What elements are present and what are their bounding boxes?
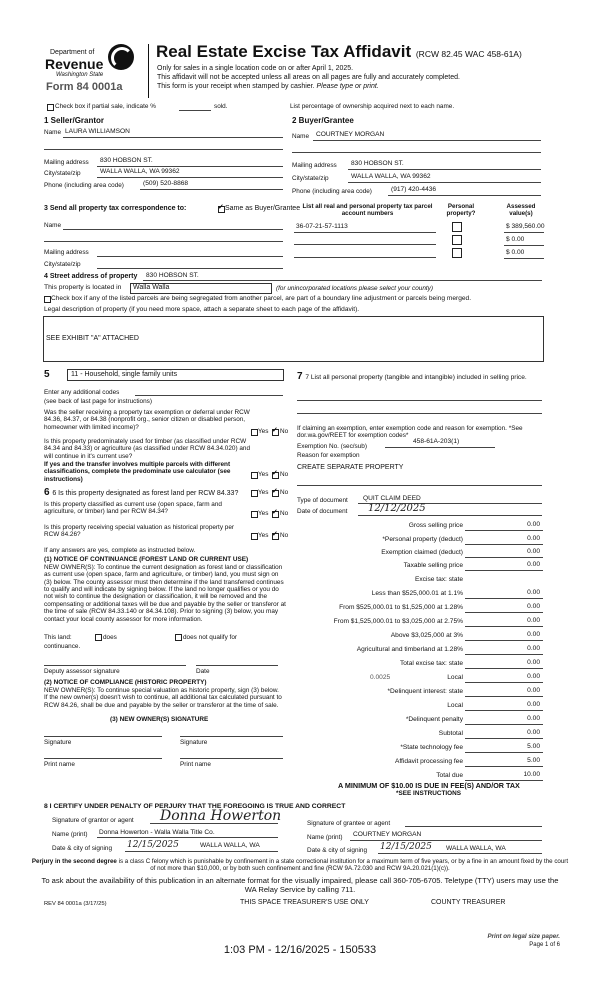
land-does-label: does — [103, 634, 117, 641]
tax-row-value[interactable]: 5.00 — [527, 757, 540, 764]
addl-codes-label: Enter any additional codes — [44, 389, 120, 396]
owner-print-line-1[interactable] — [44, 758, 162, 759]
segregated-label: Check box if any of the listed parcels are being segregated from another parcel, are part of a boundary line adjustment or parcels being merged. — [51, 295, 472, 302]
seller-name-value[interactable]: LAURA WILLIAMSON — [65, 128, 130, 135]
grantor-date-label: Date & city of signing — [52, 845, 113, 852]
tax-row-label: Taxable selling price — [403, 562, 463, 569]
seller-mail-line — [97, 166, 283, 167]
exemption-no-label: No — [280, 428, 289, 435]
seller-city-value[interactable]: WALLA WALLA, WA 99362 — [100, 168, 180, 175]
recording-stamp: 1:03 PM - 12/16/2025 - 150533 — [223, 944, 377, 956]
tax-row-line — [465, 654, 543, 655]
tax-row-label: Total due — [436, 772, 463, 779]
historic-yes-label: Yes — [258, 532, 269, 539]
revenue-logo-icon — [108, 44, 134, 70]
same-as-buyer-checkbox[interactable] — [218, 206, 225, 213]
alt-format-notice: To ask about the availability of this publication in an alternate format for the visually impaired, please call 360-705-6705. Teletype (TTY) users may use the WA Relay Service by calling 711. — [41, 876, 559, 894]
personal-property-checkbox[interactable] — [452, 235, 462, 245]
buyer-name-line — [313, 140, 541, 141]
personal-property-line-1[interactable] — [297, 400, 542, 401]
tax-row-value[interactable]: 0.00 — [527, 687, 540, 694]
subtitle-2: This affidavit will not be accepted unless all areas on all pages are fully and accurately completed. — [157, 74, 460, 81]
tax-row-label: From $525,000.01 to $1,525,000 at 1.28% — [339, 604, 463, 611]
location-select[interactable] — [130, 283, 272, 294]
personal-property-line-2[interactable] — [297, 413, 542, 414]
assessed-value[interactable]: $ 389,560.00 — [506, 223, 545, 230]
tax-row-line — [465, 682, 543, 683]
partial-sale-sold: sold. — [214, 103, 228, 110]
buyer-city-line — [348, 182, 541, 183]
assessed-line — [504, 258, 544, 259]
historic-yes-checkbox[interactable] — [251, 533, 258, 540]
section3-heading-text: 3 Send all property tax correspondence to: — [44, 205, 187, 212]
current-use-yes-label: Yes — [258, 510, 269, 517]
parcel-line[interactable] — [294, 244, 436, 245]
buyer-phone-value[interactable]: (917) 420-4436 — [391, 186, 437, 193]
section3-name-line[interactable] — [63, 229, 283, 230]
assessed-line — [504, 232, 544, 233]
seller-city-line — [97, 177, 283, 178]
q-forest-text — [44, 487, 238, 499]
tax-row-line — [465, 766, 543, 767]
section7-num: 7 — [297, 371, 306, 382]
tax-row-value[interactable]: 0.00 — [527, 603, 540, 610]
tax-row-label: Subtotal — [438, 730, 463, 737]
grantor-name-label: Name (print) — [52, 831, 88, 838]
section5-heading: 5 — [44, 369, 50, 380]
land-use-value: 11 - Household, single family units — [71, 371, 178, 378]
tax-row-line — [465, 570, 543, 571]
doc-type-label: Type of document — [297, 497, 348, 504]
tax-row-value[interactable]: 0.00 — [527, 548, 540, 555]
tax-row-value[interactable]: 0.00 — [527, 617, 540, 624]
parcel-line — [294, 232, 436, 233]
tax-row-label: Above $3,025,000 at 3% — [390, 632, 463, 639]
q-timber-text: Is this property predominately used for timber (as classified under RCW 84.34 and 84.33) or agriculture (as classified under RCW 84.34.020) and will continue in it's current use? — [44, 438, 251, 460]
state-label: Washington State — [56, 72, 104, 78]
tax-row-value[interactable]: 0.00 — [527, 715, 540, 722]
tax-row-line — [465, 668, 543, 669]
located-label: This property is located in — [44, 284, 122, 291]
see-back-note: (see back of last page for instructions) — [44, 398, 152, 405]
timber-no-label: No — [280, 471, 289, 478]
buyer-phone-line — [388, 195, 541, 196]
page-number: Page 1 of 6 — [529, 942, 560, 948]
buyer-phone-label: Phone (including area code) — [292, 188, 372, 195]
tax-row-value[interactable]: 5.00 — [527, 743, 540, 750]
notice-compliance-title: (2) NOTICE OF COMPLIANCE (HISTORIC PROPERTY) — [44, 679, 207, 686]
seller-name-line — [63, 137, 283, 138]
deputy-signature-line[interactable] — [44, 665, 186, 666]
tax-row-label: Less than $525,000.01 at 1.1% — [371, 590, 463, 597]
buyer-name-value[interactable]: COURTNEY MORGAN — [316, 131, 385, 138]
grantee-name-value[interactable]: COURTNEY MORGAN — [353, 831, 422, 838]
legal-description-field[interactable] — [43, 316, 544, 362]
notice-continuance-body: NEW OWNER(S): To continue the current designation as forest land or classification as current use (open space, farm and agriculture, or timber) land, you must sign on (3) below. The county assessor must then determine if the land transferred continues to qualify and will indicate by signing below. If the land no longer qualifies or you do not wish to continue the designation or classification, it will be removed and the compensating or additional taxes will be due and payable by the seller or transferor at the time of sale (RCW 84.33.140 or 84.34.108). Prior to signing (3) below, you may contact your local county assessor for more information. — [44, 564, 286, 623]
current-use-yes-checkbox[interactable] — [251, 511, 258, 518]
see-instructions-note: *SEE INSTRUCTIONS — [396, 790, 461, 797]
property-address-value[interactable]: 830 HOBSON ST. — [146, 272, 199, 279]
county-treasurer-label: COUNTY TREASURER — [431, 899, 506, 906]
tax-row-label: Excise tax: state — [414, 576, 463, 583]
grantor-name-value[interactable]: Donna Howerton - Walla Walla Title Co. — [99, 829, 215, 836]
exemption-reason-line — [297, 485, 542, 486]
tax-row-label: Gross selling price — [408, 522, 463, 529]
seller-city-label: City/state/zip — [44, 170, 81, 177]
exemption-no-value[interactable]: 458-61A-203(1) — [413, 438, 460, 445]
grantee-date-line — [378, 853, 542, 854]
forest-yes-checkbox[interactable] — [251, 490, 258, 497]
tax-row-line — [465, 724, 543, 725]
form-title — [156, 42, 522, 62]
grantor-sig-label: Signature of grantor or agent — [52, 817, 134, 824]
treasurer-use-label: THIS SPACE TREASURER'S USE ONLY — [240, 899, 369, 906]
perjury-text: is a class C felony which is punishable by confinement in a state correctional institution for a maximum term of five years, or by a fine in an amount fixed by the court of not more than $10,000, or by both such confinement and fine (RCW 9A.72.030 and RCW 9A.20.021(1)(c)). — [116, 858, 569, 873]
owner-signature-line-1[interactable] — [44, 736, 162, 737]
q-historic-text: Is this property receiving special valuation as historical property per RCW 84.26? — [44, 524, 235, 539]
current-use-no-checkbox[interactable] — [272, 511, 279, 518]
timber-yes-checkbox[interactable] — [251, 472, 258, 479]
section3-city-label: City/state/zip — [44, 261, 81, 268]
buyer-mail-value[interactable]: 830 HOBSON ST. — [351, 160, 404, 167]
parcel-number[interactable]: 36-07-21-57-1113 — [296, 223, 348, 230]
section4-heading: 4 Street address of property — [44, 273, 138, 280]
revision-label: REV 84 0001a (3/17/25) — [44, 901, 107, 907]
owner-print-label-2: Print name — [180, 761, 211, 768]
perjury-notice — [30, 858, 570, 872]
land-does-checkbox[interactable] — [95, 634, 102, 641]
section7-heading — [297, 371, 547, 383]
ownership-note: List percentage of ownership acquired next to each name. — [290, 103, 455, 110]
tax-row-line — [465, 557, 543, 558]
q-exemption-text: Was the seller receiving a property tax exemption or deferral under RCW 84.36, 84.37, or 84.38 (nonprofit org., senior citizen or disabled person, homeowner with limited income)? — [44, 409, 250, 431]
doc-type-value[interactable]: QUIT CLAIM DEED — [363, 495, 421, 502]
tax-row-line — [465, 640, 543, 641]
tax-row-value[interactable]: 0.00 — [527, 645, 540, 652]
perjury-bold: Perjury in the second degree — [31, 858, 117, 865]
form-title-text: Real Estate Excise Tax Affidavit — [156, 42, 412, 61]
timber-yes-label: Yes — [258, 471, 269, 478]
tax-row-label: Exemption claimed (deduct) — [381, 549, 463, 556]
personal-col-header: Personal property? — [446, 203, 476, 218]
land-does-not-checkbox[interactable] — [175, 634, 182, 641]
tax-row-label: *Personal property (deduct) — [382, 536, 463, 543]
historic-no-checkbox[interactable] — [272, 533, 279, 540]
forest-no-label: No — [280, 489, 289, 496]
tax-row-line — [465, 544, 543, 545]
exemption-no-line — [385, 447, 495, 448]
assessed-value[interactable]: $ 0.00 — [506, 249, 525, 256]
owner-print-line-2[interactable] — [180, 758, 283, 759]
grantee-signature-line[interactable] — [405, 826, 542, 827]
buyer-name-line-2 — [292, 152, 541, 153]
section3-name-label: Name — [44, 222, 62, 229]
located-note: (for unincorporated locations please select your county) — [276, 285, 434, 292]
grantor-city-value[interactable]: WALLA WALLA, WA — [200, 842, 260, 849]
section3-name-line-2 — [44, 241, 283, 242]
grantor-signature-image: Donna Howerton — [160, 808, 282, 824]
seller-phone-value[interactable]: (509) 520-8868 — [143, 180, 189, 187]
deputy-signature-label: Deputy assessor signature — [44, 668, 120, 675]
tax-row-line — [465, 612, 543, 613]
partial-sale-checkbox[interactable] — [47, 104, 54, 111]
personal-property-checkbox[interactable] — [452, 222, 462, 232]
land-does-not-label: does not qualify for — [183, 634, 237, 641]
tax-row-line — [465, 598, 543, 599]
parcel-line[interactable] — [294, 257, 436, 258]
owner-signature-label-1: Signature — [44, 739, 72, 746]
land-use-select[interactable] — [67, 369, 284, 381]
seller-phone-line — [140, 189, 283, 190]
owner-signature-line-2[interactable] — [180, 736, 283, 737]
this-land-label: This land: — [44, 634, 72, 641]
tax-row-value[interactable]: 10.00 — [523, 771, 540, 778]
grantee-sig-label: Signature of grantee or agent — [307, 820, 391, 827]
dept-name: Revenue — [45, 56, 104, 72]
q-forest-label: 6 Is this property designated as forest land per RCW 84.33? — [52, 490, 239, 497]
assessed-line — [504, 245, 544, 246]
grantor-date-value[interactable]: 12/15/2025 — [127, 840, 179, 850]
location-select-value: Walla Walla — [133, 284, 170, 291]
tax-row-label: *Delinquent interest: state — [387, 688, 463, 695]
tax-row-label: Affidavit processing fee — [394, 758, 463, 765]
grantee-date-value[interactable]: 12/15/2025 — [380, 842, 432, 852]
partial-sale-label: Check box if partial sale, indicate % — [55, 103, 156, 110]
owner-signature-label-2: Signature — [180, 739, 208, 746]
deputy-date-line[interactable] — [196, 665, 278, 666]
grantee-name-label: Name (print) — [307, 834, 343, 841]
grantee-date-label: Date & city of signing — [307, 847, 368, 854]
tax-row-label: Local — [447, 674, 463, 681]
exemption-no-label: Exemption No. (sec/sub) — [297, 443, 367, 450]
tax-row-line — [465, 626, 543, 627]
exemption-reason-value[interactable]: CREATE SEPARATE PROPERTY — [297, 464, 404, 471]
grantee-name-line — [350, 840, 542, 841]
tax-row-value[interactable]: 0.00 — [527, 589, 540, 596]
segregated-checkbox[interactable] — [44, 296, 51, 303]
form-title-ref: (RCW 82.45 WAC 458-61A) — [415, 49, 522, 59]
buyer-name-label: Name — [292, 133, 310, 140]
tax-row-line — [465, 738, 543, 739]
subtitle-3a: This form is your receipt when stamped by cashier. — [157, 83, 317, 90]
partial-sale-percent-line[interactable] — [179, 110, 211, 111]
new-owner-sig-title: (3) NEW OWNER(S) SIGNATURE — [110, 716, 209, 723]
subtitle-3b: Please type or print. — [316, 83, 379, 90]
section7-heading-text: 7 List all personal property (tangible and intangible) included in selling price. — [305, 374, 527, 381]
buyer-city-label: City/state/zip — [292, 175, 329, 182]
seller-name-label: Name — [44, 129, 62, 136]
exemption-no-checkbox[interactable] — [272, 429, 279, 436]
if-yes-note: If any answers are yes, complete as instructed below. — [44, 547, 196, 554]
tax-row-label: Local — [447, 702, 463, 709]
section3-city-line[interactable] — [97, 268, 283, 269]
assessed-value[interactable]: $ 0.00 — [506, 236, 525, 243]
deputy-date-label: Date — [196, 668, 210, 675]
tax-row-line — [465, 710, 543, 711]
minimum-due-note: A MINIMUM OF $10.00 IS DUE IN FEE(S) AND/OR TAX — [338, 781, 520, 790]
section3-mail-line[interactable] — [97, 256, 283, 257]
tax-row-value[interactable]: 0.00 — [527, 673, 540, 680]
addl-codes-line[interactable] — [135, 395, 283, 396]
tax-row-label: *Delinquent penalty — [405, 716, 463, 723]
seller-phone-label: Phone (including area code) — [44, 182, 124, 189]
section3-heading — [44, 205, 186, 213]
tax-row-line — [465, 530, 543, 531]
seller-heading: 1 Seller/Grantor — [44, 116, 105, 125]
q-current-use-text: Is this property classified as current use (open space, farm and agriculture, or timber) land per RCW 84.34? — [44, 501, 222, 516]
continuance-label: continuance. — [44, 643, 81, 650]
exemption-reason-label: Reason for exemption — [297, 452, 360, 459]
doc-date-label: Date of document — [297, 508, 348, 515]
doc-date-value[interactable]: 12/12/2025 — [368, 503, 426, 514]
legal-description-value: SEE EXHIBIT "A" ATTACHED — [46, 335, 139, 342]
buyer-heading: 2 Buyer/Grantee — [292, 116, 354, 125]
dept-label: Department of — [50, 49, 95, 56]
doc-date-line — [358, 515, 542, 516]
tax-row-value[interactable]: 0.00 — [527, 729, 540, 736]
owner-print-label-1: Print name — [44, 761, 75, 768]
historic-no-label: No — [280, 532, 289, 539]
tax-row-value[interactable]: 0.00 — [527, 521, 540, 528]
form-number: Form 84 0001a — [46, 81, 123, 93]
grantor-name-line — [97, 837, 278, 838]
buyer-city-value[interactable]: WALLA WALLA, WA 99362 — [351, 173, 431, 180]
subtitle-1: Only for sales in a single location code on or after April 1, 2025. — [157, 65, 354, 72]
legal-desc-label: Legal description of property (if you need more space, attach a separate sheet to each page of the affidavit). — [44, 306, 360, 313]
forest-yes-label: Yes — [258, 489, 269, 496]
section6-num: 6 — [44, 487, 53, 498]
parcel-col-header: List all real and personal property tax parcel account numbers — [302, 203, 433, 218]
buyer-mail-line — [348, 169, 541, 170]
personal-property-checkbox[interactable] — [452, 248, 462, 258]
q-timber-calc-text: If yes and the transfer involves multiple parcels with different classifications, complete the predominate use calculator (see instructions) — [44, 461, 231, 483]
exemption-instructions: If claiming an exemption, enter exemption code and reason for exemption. *See dor.wa.gov/REET for exemption codes* — [297, 425, 523, 440]
exemption-yes-checkbox[interactable] — [251, 429, 258, 436]
buyer-mail-label: Mailing address — [292, 162, 337, 169]
tax-row-value[interactable]: 0.00 — [527, 701, 540, 708]
local-rate-value: 0.0025 — [370, 674, 391, 681]
section3-mail-label: Mailing address — [44, 249, 89, 256]
notice-compliance-body: NEW OWNER(S): To continue special valuation as historic property, sign (3) below. If the new owner(s) doesn't wish to continue, all additional tax calculated pursuant to RCW 84.26, shall be due and payable by the seller or transferor at the time of sale. — [44, 687, 282, 709]
tax-row-value[interactable]: 0.00 — [527, 631, 540, 638]
tax-row-value[interactable]: 0.00 — [527, 561, 540, 568]
grantee-city-value[interactable]: WALLA WALLA, WA — [446, 845, 506, 852]
exemption-yes-label: Yes — [258, 428, 269, 435]
tax-row-label: Agricultural and timberland at 1.28% — [356, 646, 463, 653]
same-as-buyer-label: Same as Buyer/Grantee — [225, 205, 301, 212]
tax-row-label: Total excise tax: state — [399, 660, 463, 667]
header-divider — [148, 44, 149, 98]
assessed-col-header: Assessed value(s) — [506, 203, 536, 218]
forest-no-checkbox[interactable] — [272, 490, 279, 497]
notice-continuance-title: (1) NOTICE OF CONTINUANCE (FOREST LAND OR CURRENT USE) — [44, 556, 249, 563]
tax-row-line — [465, 752, 543, 753]
tax-row-label: From $1,525,000.01 to $3,025,000 at 2.75% — [333, 618, 463, 625]
property-address-line — [143, 280, 542, 281]
tax-row-value[interactable]: 0.00 — [527, 659, 540, 666]
seller-name-line-2 — [44, 149, 283, 150]
seller-mail-value[interactable]: 830 HOBSON ST. — [100, 157, 153, 164]
current-use-no-label: No — [280, 510, 289, 517]
legal-paper-note: Print on legal size paper. — [487, 933, 560, 940]
subtitle-3 — [157, 83, 379, 91]
seller-mail-label: Mailing address — [44, 159, 89, 166]
tax-row-line — [465, 696, 543, 697]
grantor-date-line — [125, 851, 278, 852]
tax-row-value[interactable]: 0.00 — [527, 535, 540, 542]
timber-no-checkbox[interactable] — [272, 472, 279, 479]
section8-heading: 8 I CERTIFY UNDER PENALTY OF PERJURY THAT THE FOREGOING IS TRUE AND CORRECT — [44, 803, 346, 810]
tax-row-label: *State technology fee — [400, 744, 463, 751]
